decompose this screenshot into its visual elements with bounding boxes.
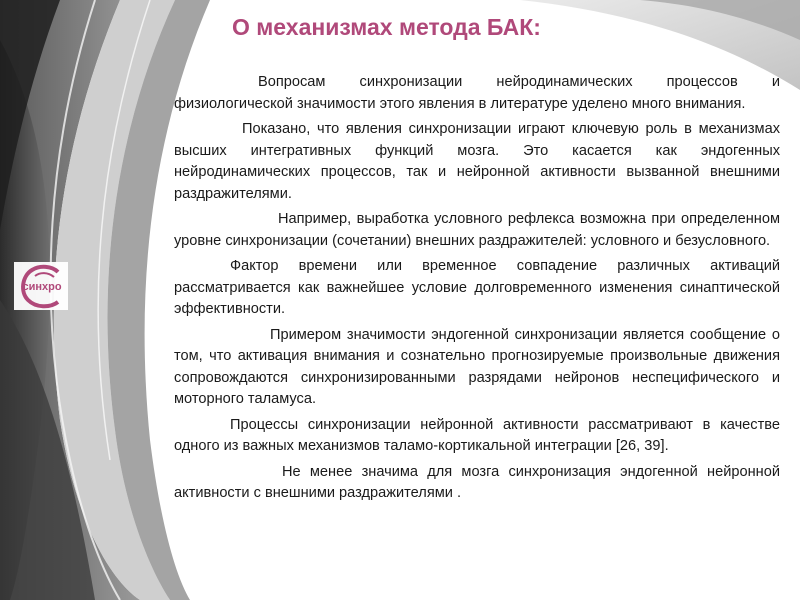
paragraph-1: Вопросам синхронизации нейродинамических процессов и физиологической значимости этого явления в литературе уделено много внимания. — [174, 74, 780, 112]
paragraph-6: Процессы синхронизации нейронной активности рассматривают в качестве одного из важных механизмов таламо-кортикальной интеграции [26, 39]. — [174, 416, 780, 454]
paragraph-7: Не менее значима для мозга синхронизация эндогенной нейронной активности с внешними раздражителями . — [174, 463, 780, 501]
slide-body — [174, 72, 780, 509]
slide-title: О механизмах метода БАК: — [232, 14, 541, 40]
paragraph-3: Например, выработка условного рефлекса возможна при определенном уровне синхронизации (сочетании) внешних раздражителей: условного и безусловного. — [174, 211, 780, 249]
logo-text: синхро — [22, 281, 62, 293]
paragraph-4: Фактор времени или временное совпадение различных активаций рассматривается как важнейшее условие долговременного изменения синаптической эффективности. — [174, 258, 780, 317]
paragraph-5: Примером значимости эндогенной синхронизации является сообщение о том, что активация внимания и сознательно прогнозируемые произвольные движения сопровождаются синхронизированными разрядами нейронов неспецифического и моторного таламуса. — [174, 326, 780, 407]
paragraph-2: Показано, что явления синхронизации играют ключевую роль в механизмах высших интегративных функций мозга. Это касается как эндогенных нейродинамических процессов, так и нейронной активности вызванной внешними раздражителями. — [174, 121, 780, 202]
